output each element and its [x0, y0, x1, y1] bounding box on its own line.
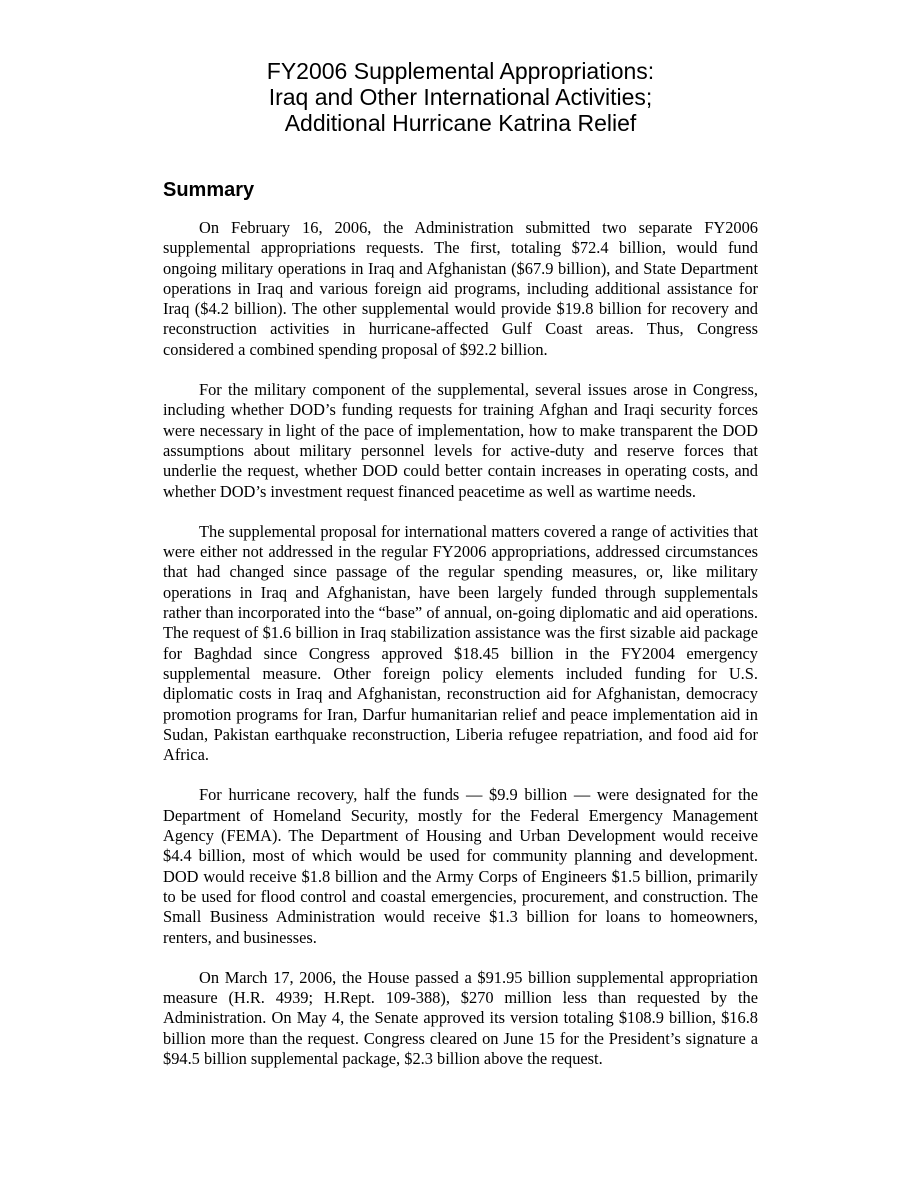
title-line-3: Additional Hurricane Katrina Relief	[284, 110, 637, 136]
summary-paragraph-3: The supplemental proposal for international matters covered a range of activities that were either not addressed in the regular FY2006 appropriations, addressed circumstances that had changed since passage of the regular spending measures, or, like military operations in Iraq and Afghanistan, have been largely funded through supplementals rather than incorporated into the “base” of annual, on-going diplomatic and aid operations. The request of $1.6 billion in Iraq stabilization assistance was the first sizable aid package for Baghdad since Congress approved $18.45 billion in the FY2004 emergency supplemental measure. Other foreign policy elements included funding for U.S. diplomatic costs in Iraq and Afghanistan, reconstruction aid for Afghanistan, democracy promotion programs for Iran, Darfur humanitarian relief and peace implementation aid in Sudan, Pakistan earthquake reconstruction, Liberia refugee repatriation, and food aid for Africa.	[163, 521, 758, 765]
title-line-1: FY2006 Supplemental Appropriations:	[266, 58, 655, 84]
summary-paragraph-1: On February 16, 2006, the Administration submitted two separate FY2006 supplemental appropriations requests. The first, totaling $72.4 billion, would fund ongoing military operations in Iraq and Afghanistan ($67.9 billion), and State Department operations in Iraq and various foreign aid programs, including additional assistance for Iraq ($4.2 billion). The other supplemental would provide $19.8 billion for recovery and reconstruction activities in hurricane-affected Gulf Coast areas. Thus, Congress considered a combined spending proposal of $92.2 billion.	[163, 218, 758, 359]
document-page	[163, 58, 758, 1069]
summary-paragraph-5: On March 17, 2006, the House passed a $91.95 billion supplemental appropriation measure (H.R. 4939; H.Rept. 109-388), $270 million less than requested by the Administration. On May 4, the Senate approved its version totaling $108.9 billion, $16.8 billion more than the request. Congress cleared on June 15 for the President’s signature a $94.5 billion supplemental package, $2.3 billion above the request.	[163, 967, 758, 1068]
summary-paragraph-2: For the military component of the supplemental, several issues arose in Congress, including whether DOD’s funding requests for training Afghan and Iraqi security forces were necessary in light of the pace of implementation, how to make transparent the DOD assumptions about military personnel levels for active-duty and reserve forces that underlie the request, whether DOD could better contain increases in operating costs, and whether DOD’s investment request financed peacetime as well as wartime needs.	[163, 380, 758, 501]
document-title	[163, 58, 758, 136]
summary-heading: Summary	[163, 179, 255, 201]
summary-paragraph-4: For hurricane recovery, half the funds — $9.9 billion — were designated for the Department of Homeland Security, mostly for the Federal Emergency Management Agency (FEMA). The Department of Housing and Urban Development would receive $4.4 billion, most of which would be used for community planning and development. DOD would receive $1.8 billion and the Army Corps of Engineers $1.5 billion, primarily to be used for flood control and coastal emergencies, procurement, and construction. The Small Business Administration would receive $1.3 billion for loans to homeowners, renters, and businesses.	[163, 785, 758, 947]
title-line-2: Iraq and Other International Activities;	[268, 84, 653, 110]
